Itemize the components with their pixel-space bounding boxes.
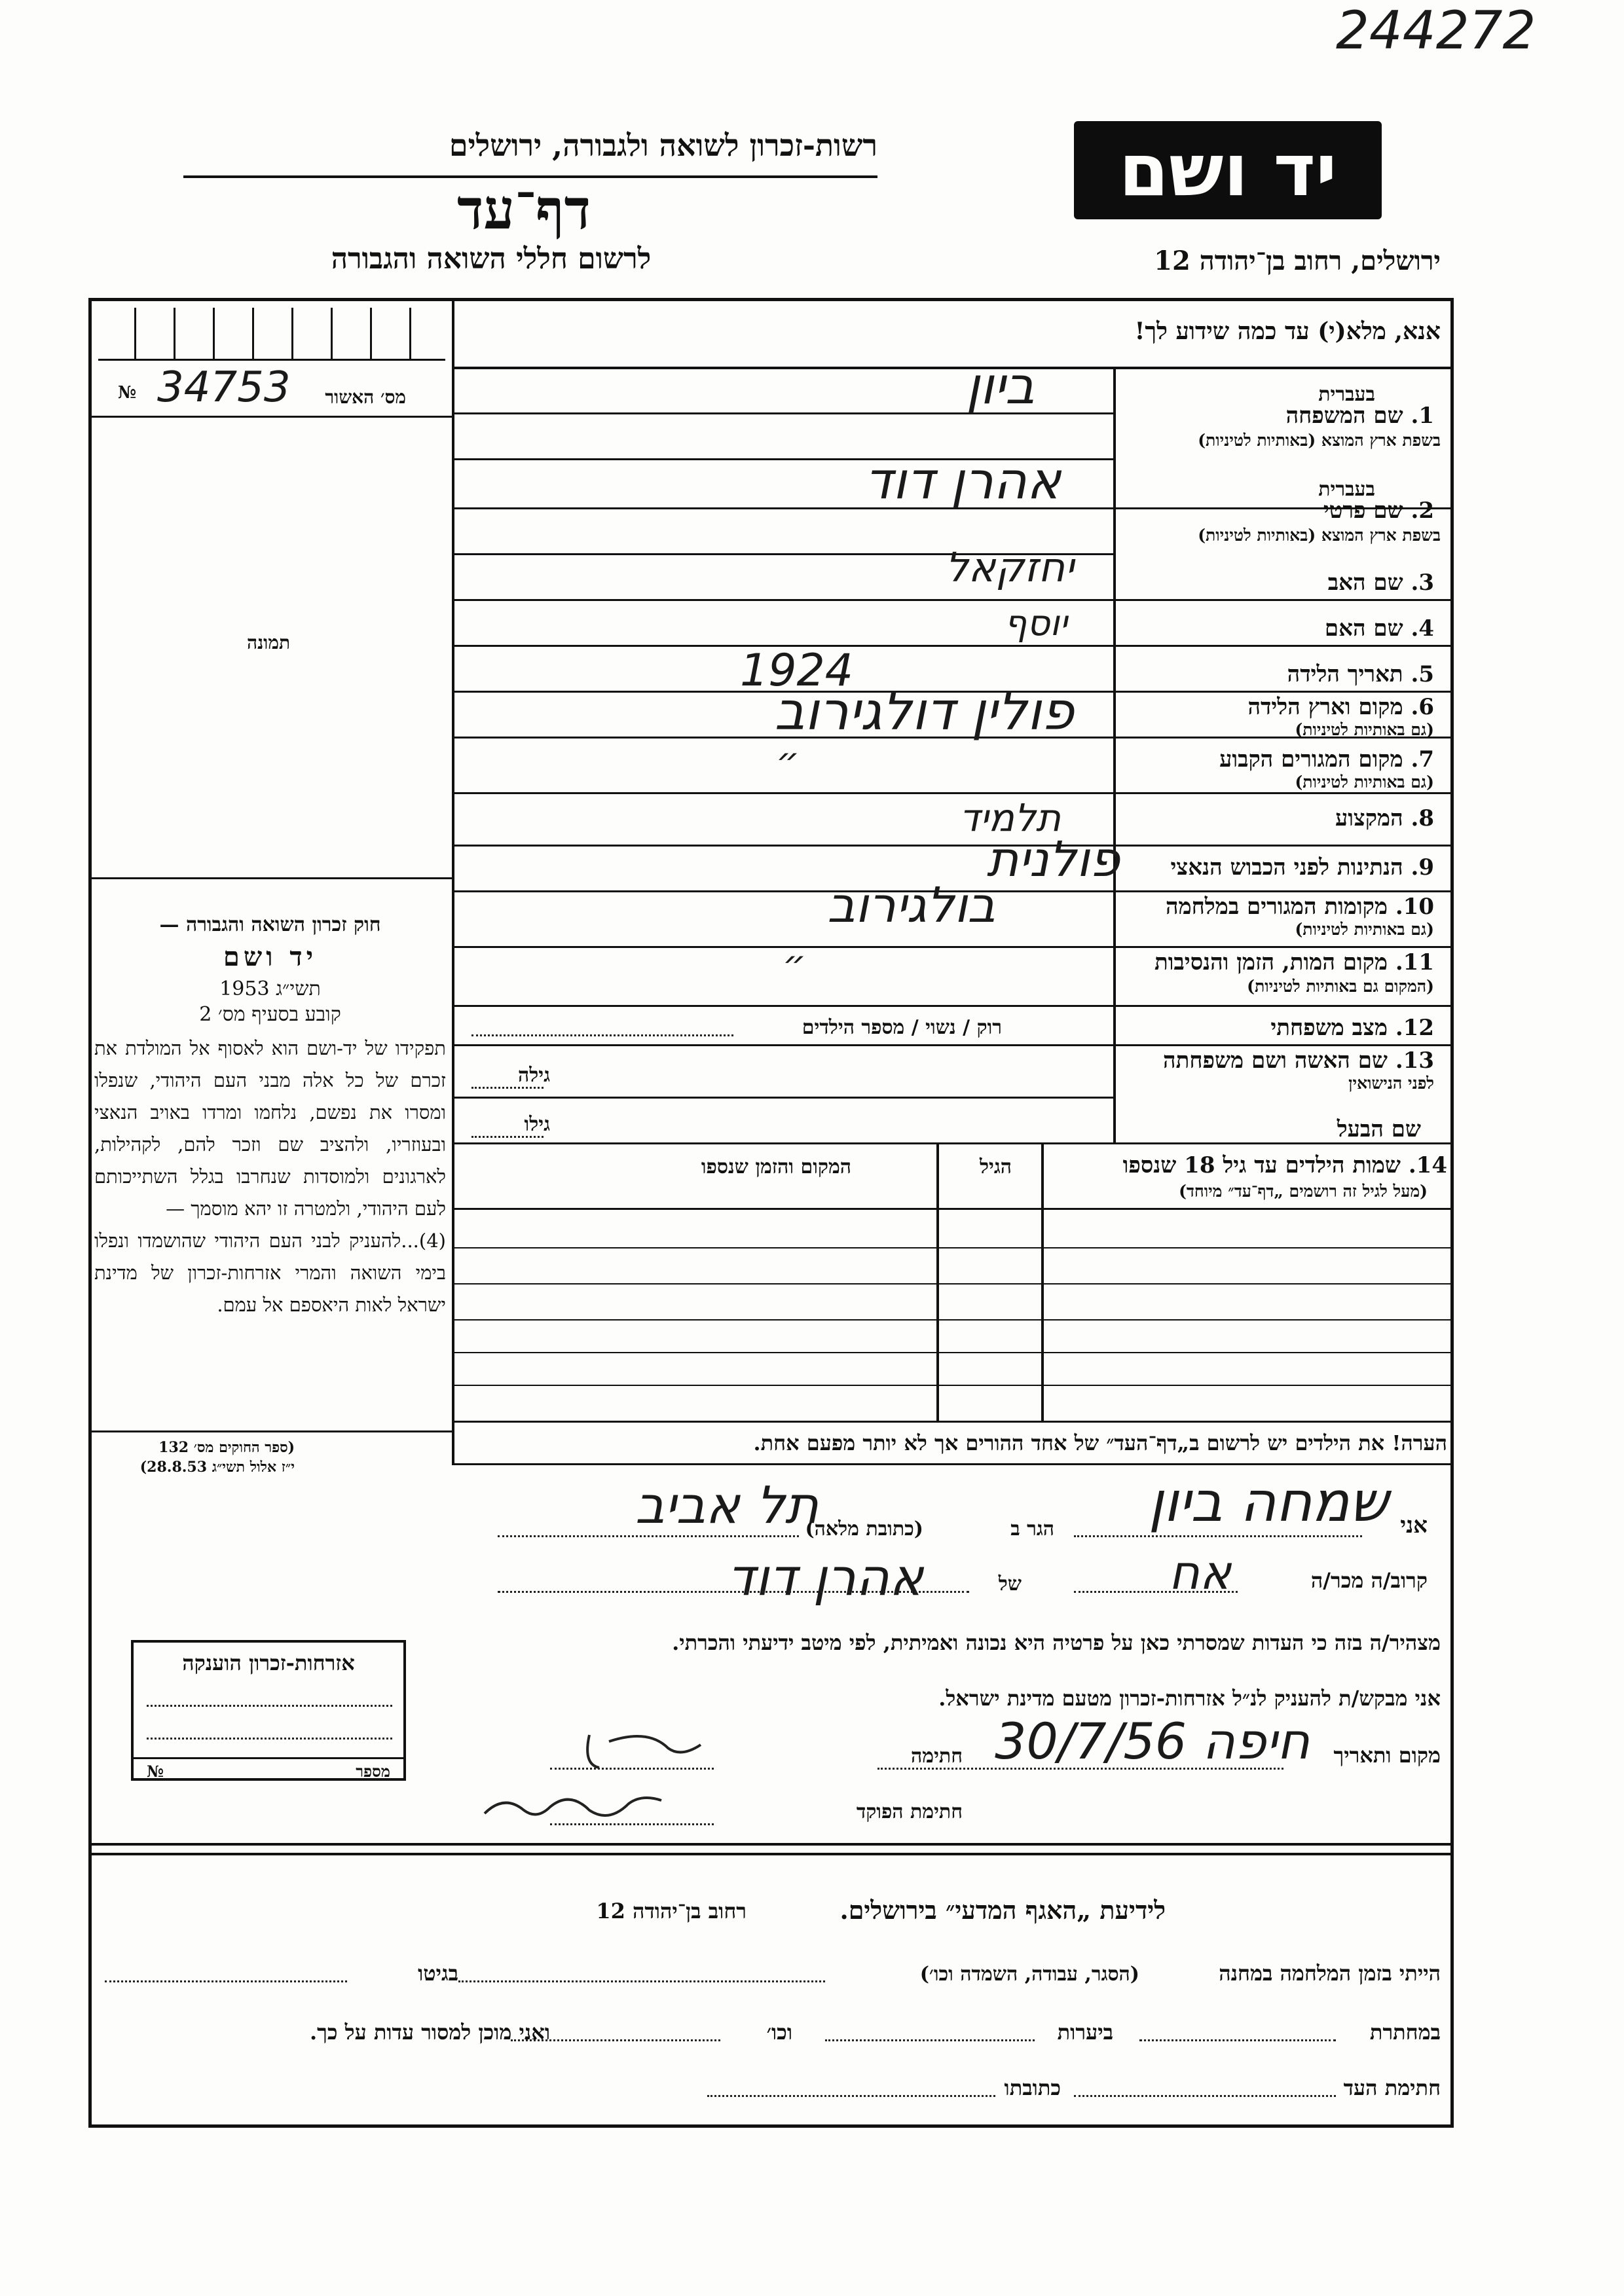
field-9-label: 9. הנתינות לפני הכבוש הנאצי <box>1170 854 1434 881</box>
registry-label: מס׳ האשור <box>325 386 406 408</box>
footer-underground-label: במחתרת <box>1369 2020 1441 2045</box>
lang-hebrew-1: בעברית <box>1318 383 1375 406</box>
decl-officer-sig: חתימת הפוקד <box>856 1800 963 1823</box>
hw-declarant-name: שמחה ביון <box>1148 1470 1388 1534</box>
hw-relative-of: אהרן דוד <box>727 1548 923 1607</box>
field-14-label: 14. שמות הילדים עד גיל 18 שנספו <box>1122 1152 1447 1178</box>
law-box <box>92 913 449 1321</box>
decl-resides: הגר ב <box>1010 1518 1054 1540</box>
law-year: תשי״ג 1953 <box>219 977 321 1000</box>
hw-citizenship: פולנית <box>986 831 1120 888</box>
form-title: דף־עד <box>456 177 591 242</box>
decl-statement: מצהיר/ה בזה כי העדות שמסרתי כאן על פרטיה היא נכונה ואמיתית, לפי מיטב ידיעתי והכרתי. <box>672 1630 1441 1655</box>
field-3-label: 3. שם האב <box>1327 570 1434 596</box>
children-age-col: הגיל <box>979 1156 1012 1178</box>
footer-testimony-label: ואני מוכן למסור עדות על כך. <box>309 2020 550 2045</box>
field-10-label: 10. מקומות המגורים במלחמה <box>1165 894 1434 920</box>
wife-age-label: גילה <box>517 1064 550 1087</box>
header-address: ירושלים, רחוב בן־יהודה 12 <box>1154 246 1441 276</box>
intro-text: אנא, מלא(י) עד כמה שידוע לך! <box>1134 318 1441 345</box>
authority-name: רשות-זכרון לשואה ולגבורה, ירושלים <box>449 128 877 163</box>
field-6-latin: (גם באותיות לטיניות) <box>1295 720 1434 739</box>
field-7-latin: (גם באותיות לטיניות) <box>1295 773 1434 792</box>
law-ref-1: (ספר החוקים מס׳ 132 <box>158 1439 295 1456</box>
hw-death-ditto: ״ <box>783 943 807 985</box>
memorial-citizenship-box <box>131 1640 406 1781</box>
hw-father: יחזקאל <box>945 543 1074 591</box>
cert-no-mark: № <box>147 1762 164 1781</box>
field-11-label: 11. מקום המות, הזמן והנסיבות <box>1154 949 1434 975</box>
decl-signature: חתימה <box>911 1745 963 1768</box>
children-note: הערה! את הילדים יש לרשום ב„דף־העד״ של אחד ההורים אך לא יותר מפעם אחת. <box>753 1430 1447 1455</box>
registry-no-mark: № <box>118 383 137 403</box>
field-5-label: 5. תאריך הלידה <box>1287 661 1434 687</box>
footer-witness-sig-label: חתימת העד <box>1343 2075 1441 2100</box>
field-12-options: רוק / נשוי / מספר הילדים <box>802 1016 1002 1039</box>
field-1-latin: בשפת ארץ המוצא (באותיות לטיניות) <box>1198 431 1441 450</box>
registry-ticks <box>98 308 445 360</box>
field-4-label: 4. שם האם <box>1324 615 1434 642</box>
declarant-signature-scribble <box>570 1728 714 1774</box>
footer-title: לידיעת „האגף המדעי״ בירושלים. <box>840 1895 1166 1925</box>
hw-place-date: חיפה 30/7/56 <box>995 1712 1310 1770</box>
field-13-label: 13. שם האשה ושם משפחתה <box>1163 1048 1434 1074</box>
hw-mother: יוסף <box>1004 602 1067 644</box>
field-8-label: 8. המקצוע <box>1335 805 1434 831</box>
officer-signature-scribble <box>478 1787 674 1827</box>
law-body2: (4)...להעניק לבני העם היהודי שהושמדו ונפלו בימי השואה והמרי אזרחות-זכרון של מדינת ישראל לאות היאספם אל עמם. <box>94 1230 446 1316</box>
registry-number: 34753 <box>157 363 291 412</box>
cert-title: אזרחות-זכרון הוענקה <box>182 1650 355 1675</box>
footer-camp-hint: (הסגר, עבודה, השמדה וכו׳) <box>919 1963 1139 1986</box>
handwritten-file-number: 244272 <box>1336 0 1536 61</box>
field-11-latin: (המקום גם באותיות לטיניות) <box>1247 977 1434 996</box>
hw-surname: ביון <box>965 357 1035 416</box>
field-10-latin: (גם באותיות לטיניות) <box>1295 920 1434 939</box>
field-2-latin: בשפת ארץ המוצא (באותיות לטיניות) <box>1198 526 1441 545</box>
field-14-sub: (מעל לגיל זה רושמים „דף־עד״ מיוחד) <box>1179 1182 1428 1201</box>
footer-forests-label: ביערות <box>1057 2020 1113 2045</box>
footer-ghetto-label: בגיטו <box>418 1961 458 1986</box>
hw-firstname: אהרן דוד <box>864 452 1061 511</box>
field-13-sub: לפני הנישואין <box>1348 1074 1434 1093</box>
hw-profession: תלמיד <box>959 795 1061 840</box>
hw-residence-ditto: ״ <box>776 740 800 782</box>
law-body: תפקידו של יד-ושם הוא לאסוף אל המולדת את זכרם של כל אלה מבני העם היהודי, שנפלו ומסרו את נפשם, נלחמו ומרדו באויב הנאצי ובעוזריו, ולהציב שם וזכר להם, לקהילות, לארגונים ולמוסדות שנחרבו בגלל השתייכותם לעם היהודי, ולמטרה זו יהא מוסמך — <box>94 1037 446 1220</box>
footer-address: רחוב בן־יהודה 12 <box>596 1899 747 1923</box>
decl-of: של <box>998 1573 1022 1595</box>
law-ref-2: י״ז אלול תשי״ג 28.8.53) <box>139 1459 295 1476</box>
yad-vashem-logo <box>1074 121 1382 219</box>
field-7-label: 7. מקום המגורים הקבוע <box>1219 746 1434 773</box>
children-place-col: המקום והזמן שנספו <box>701 1156 851 1178</box>
form-subtitle: לרשום חללי השואה והגבורה <box>331 242 652 276</box>
cert-number-label: מספר <box>356 1762 390 1781</box>
decl-address-hint: (כתובת מלאה) <box>805 1518 923 1540</box>
hw-birthplace: פולין דולגירוב <box>774 681 1074 742</box>
logo-text: יד ושם <box>1118 128 1337 212</box>
law-section: קובע בסעיף מס׳ 2 <box>199 1003 341 1026</box>
lang-hebrew-2: בעברית <box>1318 478 1375 501</box>
decl-relative: קרוב/ה מכר/ה <box>1310 1568 1428 1593</box>
footer-camp-label: הייתי בזמן המלחמה במחנה <box>1219 1961 1441 1986</box>
field-12-label: 12. מצב משפחתי <box>1270 1015 1434 1041</box>
decl-place-date: מקום ותאריך <box>1333 1743 1441 1768</box>
field-1-label: 1. שם המשפחה <box>1285 403 1434 429</box>
husband-age-label: גילו <box>524 1113 550 1136</box>
law-title: חוק זכרון השואה והגבורה — <box>159 913 381 936</box>
footer-witness-address-label: כתובתו <box>1004 2075 1061 2100</box>
photo-label: תמונה <box>246 632 291 653</box>
hw-birth-year: 1924 <box>740 645 854 697</box>
field-2-label: 2. שם פרטי <box>1323 498 1434 524</box>
decl-request: אני מבקש/ת להעניק לנ״ל אזרחות-זכרון מטעם מדינת ישראל. <box>938 1686 1441 1711</box>
husband-label: שם הבעל <box>1337 1116 1421 1142</box>
decl-ani: אני <box>1400 1512 1428 1539</box>
hw-wartime-place: בולגירוב <box>827 877 995 934</box>
hw-relation: אח <box>1168 1545 1231 1600</box>
field-6-label: 6. מקום וארץ הלידה <box>1247 694 1434 720</box>
hw-declarant-address: תל אביב <box>635 1476 819 1535</box>
footer-etc-label: וכו׳ <box>766 2020 792 2045</box>
law-name: יד ושם <box>223 941 318 972</box>
